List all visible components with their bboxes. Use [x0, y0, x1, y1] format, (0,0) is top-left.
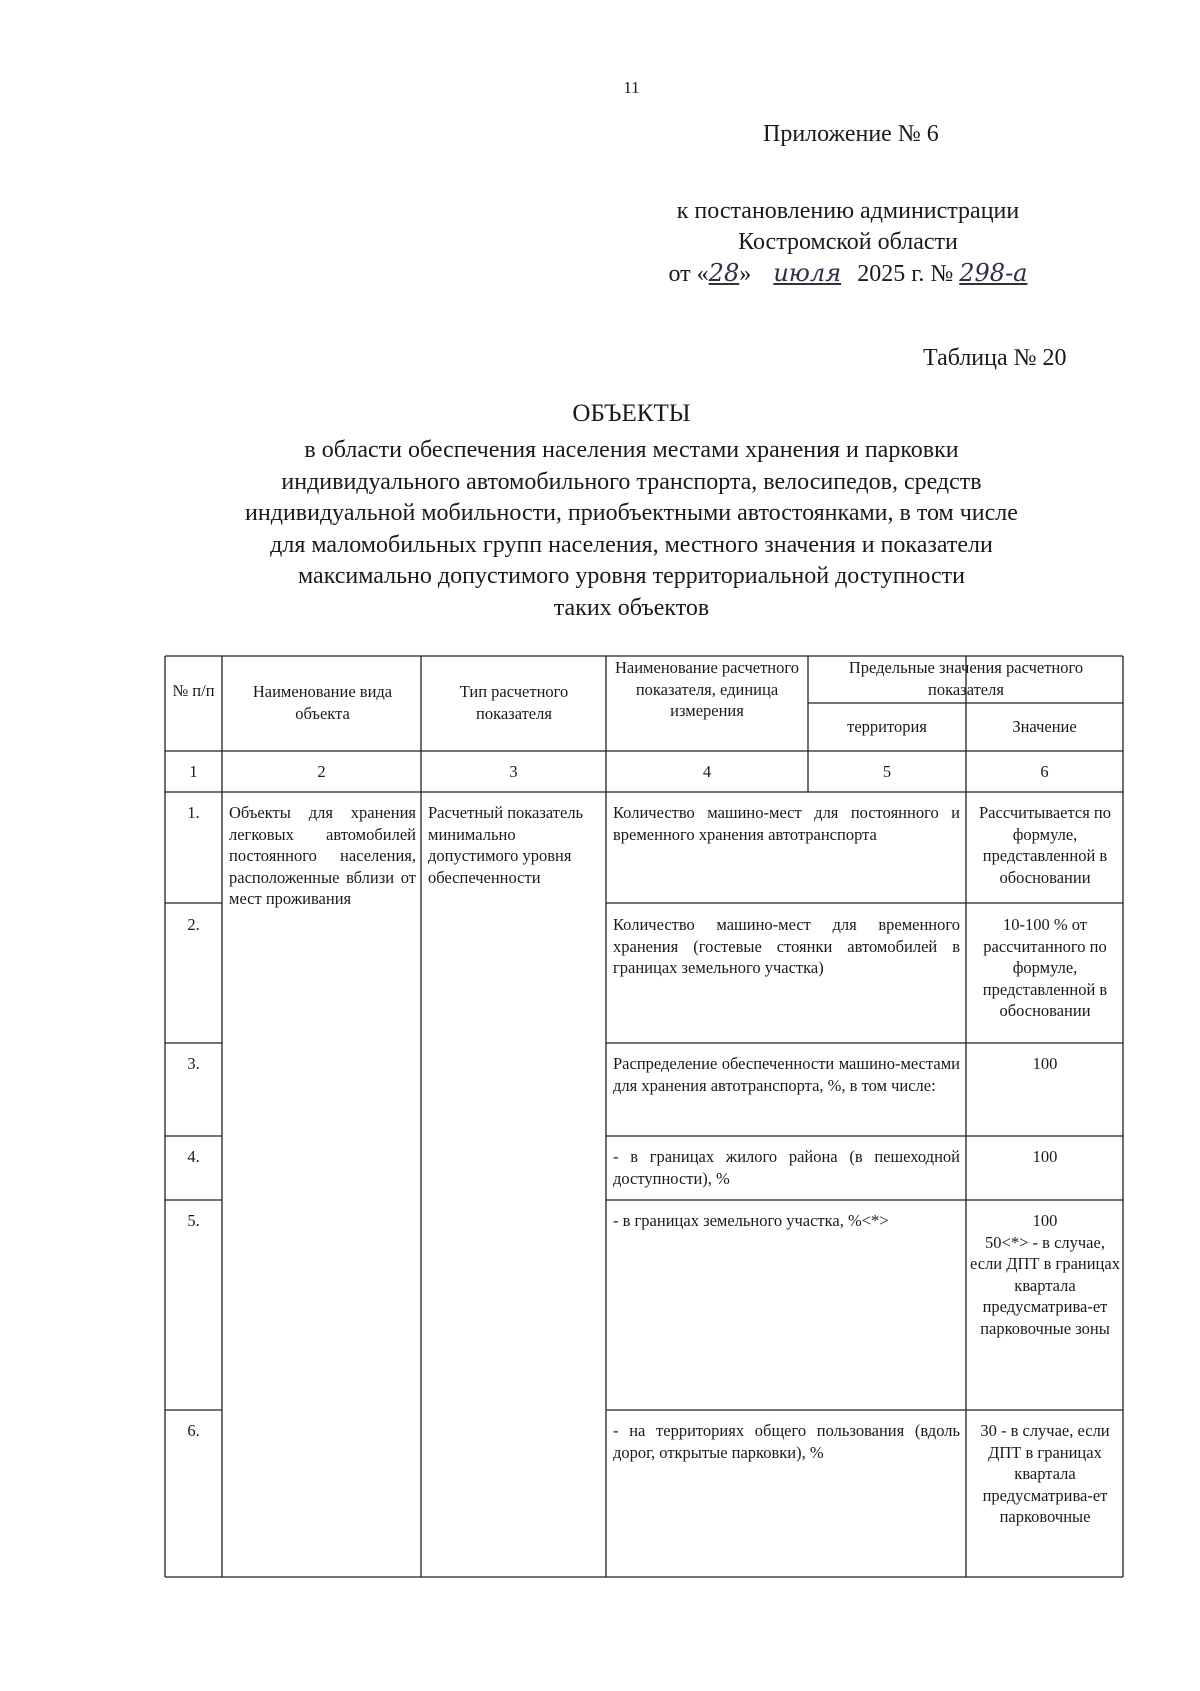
- value-main: 100: [1032, 1211, 1058, 1230]
- col-number: 2: [317, 762, 326, 781]
- header-num: № п/п: [172, 681, 215, 700]
- subtitle-line: максимально допустимого уровня территориальной доступности: [298, 563, 965, 589]
- col-number: 1: [189, 762, 198, 781]
- indicator-cell: Распределение обеспеченности машино-местами для хранения автотранспорта, %, в том числе:: [613, 1054, 960, 1095]
- resolution-line-1: к постановлению администрации: [676, 198, 1020, 224]
- value-note: 50<*> - в случае, если ДПТ в границах квартала предусматрива-ет парковочные зоны: [970, 1232, 1120, 1338]
- subtitle-line: таких объектов: [553, 594, 710, 621]
- row-number: 4.: [187, 1147, 200, 1166]
- date-year: 2025 г. №: [857, 261, 954, 287]
- handwritten-day: 28: [708, 259, 740, 287]
- indicator-cell: - на территориях общего пользования (вдоль дорог, открытые парковки), %: [613, 1421, 960, 1462]
- resolution-line-2: Костромской области: [738, 229, 958, 255]
- value-cell: 100: [1032, 1054, 1058, 1073]
- subtitle-line: индивидуального автомобильного транспорта, велосипедов, средств: [281, 468, 982, 495]
- indicator-type-cell: Расчетный показатель минимально допустимого уровня обеспеченности: [428, 803, 584, 887]
- col-number: 4: [702, 762, 712, 781]
- row-number: 6.: [187, 1421, 200, 1440]
- col-number: 5: [882, 762, 892, 781]
- appendix-label: Приложение № 6: [763, 121, 939, 147]
- row-number: 3.: [187, 1054, 200, 1073]
- table-label: Таблица № 20: [923, 345, 1067, 371]
- header-type: Тип расчетного показателя: [459, 682, 569, 723]
- indicator-cell: Количество машино-мест для постоянного и временного хранения автотранспорта: [613, 803, 960, 844]
- header-territory: территория: [847, 717, 927, 736]
- header-limits: Предельные значения расчетного показателя: [848, 658, 1084, 699]
- row-number: 5.: [187, 1211, 200, 1230]
- value-cell: 30 - в случае, если ДПТ в границах квартала предусматрива-ет парковочные: [980, 1421, 1110, 1526]
- subtitle-line: для маломобильных групп населения, местного значения и показатели: [270, 531, 993, 558]
- handwritten-month: июля: [773, 259, 842, 287]
- header-object: Наименование вида объекта: [252, 682, 393, 723]
- date-mid: »: [739, 261, 752, 287]
- page-number: 11: [623, 78, 640, 97]
- date-prefix: от «: [668, 261, 709, 287]
- indicator-cell: Количество машино-мест для временного хранения (гостевые стоянки автомобилей в границах земельного участка): [613, 915, 960, 977]
- object-name-cell: Объекты для хранения легковых автомобилей постоянного населения, расположенные вблизи от мест проживания: [229, 803, 416, 908]
- row-number: 2.: [187, 915, 200, 934]
- indicator-cell: - в границах жилого района (в пешеходной доступности), %: [613, 1147, 960, 1188]
- header-value: Значение: [1012, 717, 1077, 736]
- value-cell: Рассчитывается по формуле, представленной в обосновании: [979, 803, 1111, 887]
- col-number: 3: [509, 762, 518, 781]
- header-indicator: Наименование расчетного показателя, единица измерения: [614, 658, 799, 720]
- document-title: ОБЪЕКТЫ: [572, 400, 691, 427]
- col-number: 6: [1040, 762, 1049, 781]
- value-cell: 100: [1032, 1147, 1058, 1166]
- value-cell: 10-100 % от рассчитанного по формуле, представленной в обосновании: [982, 915, 1108, 1020]
- subtitle-line: индивидуальной мобильности, приобъектными автостоянками, в том числе: [245, 500, 1018, 526]
- indicator-cell: - в границах земельного участка, %<*>: [613, 1211, 889, 1230]
- value-cell: [970, 1210, 1120, 1339]
- row-number: 1.: [187, 803, 200, 822]
- handwritten-doc-number: 298-а: [959, 259, 1028, 287]
- subtitle-line: в области обеспечения населения местами хранения и парковки: [304, 437, 959, 463]
